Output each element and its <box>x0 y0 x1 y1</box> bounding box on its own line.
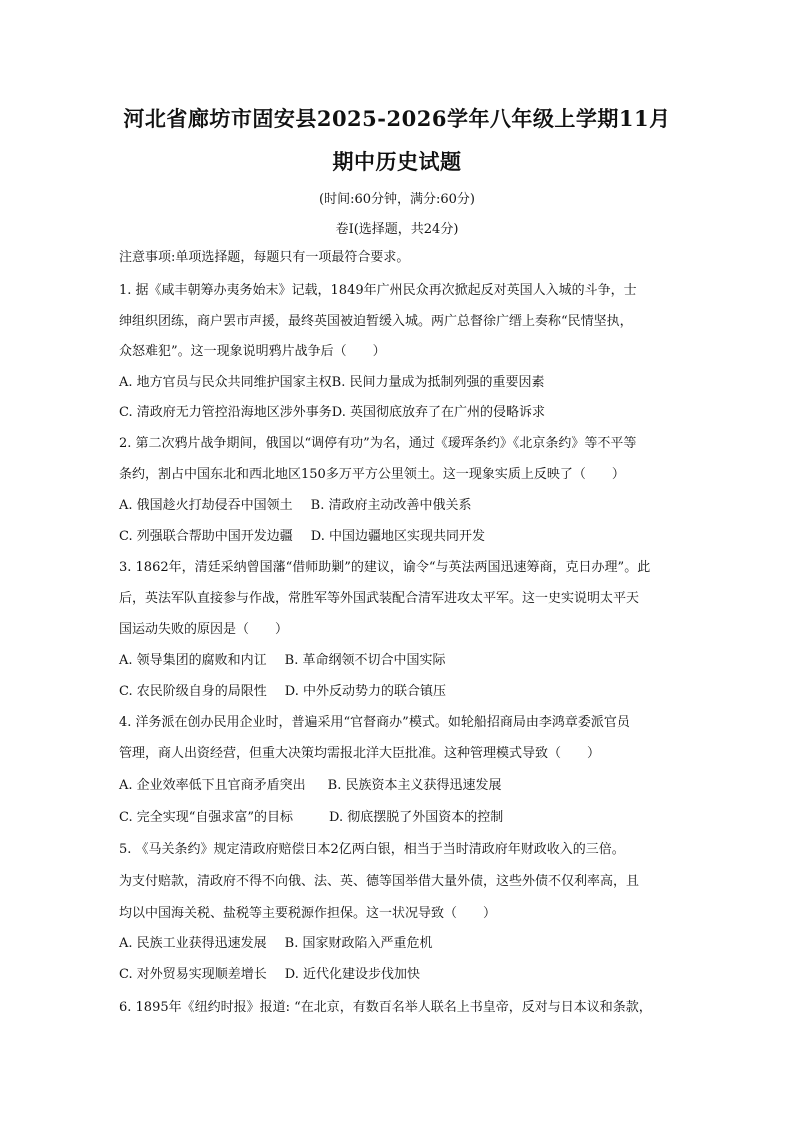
question-4-option-c: C. 完全实现“自强求富”的目标 <box>119 810 294 825</box>
exam-title-line-1: 河北省廊坊市固安县2025-2026学年八年级上学期11月 <box>123 106 671 131</box>
question-4-option-d: D. 彻底摆脱了外国资本的控制 <box>329 810 504 825</box>
question-1-option-b: B. 民间力量成为抵制列强的重要因素 <box>331 375 545 390</box>
question-1-options-row-1 <box>119 373 689 393</box>
question-1-line-2: 绅组织团练，商户罢市声援，最终英国被迫暂缓入城。两广总督徐广缙上奏称“民情坚执， <box>119 314 633 329</box>
question-4-option-a: A. 企业效率低下且官商矛盾突出 <box>119 778 306 793</box>
question-1-options-row-2 <box>119 403 689 423</box>
question-3-options-row-1 <box>119 651 689 671</box>
question-3-line-2: 后，英法军队直接参与作战，常胜军等外国武装配合清军进攻太平军。这一史实说明太平天 <box>119 591 640 606</box>
question-4-line-2: 管理，商人出资经营，但重大决策均需报北洋大臣批准。这种管理模式导致（ ） <box>119 746 601 761</box>
question-2-options-row-1 <box>119 496 689 516</box>
question-6-line-1: 6. 1895年《纽约时报》报道: “在北京，有数百名举人联名上书皇帝，反对与日本议和条款， <box>119 1000 652 1015</box>
volume-info: 卷Ⅰ(选择题，共24分) <box>335 222 459 237</box>
question-2-options-row-2 <box>119 527 689 547</box>
question-5-line-2: 为支付赔款，清政府不得不向俄、法、英、德等国举借大量外债，这些外债不仅利率高，且 <box>119 874 640 889</box>
question-5-option-c: C. 对外贸易实现顺差增长 <box>119 967 267 982</box>
exam-title-line-2: 期中历史试题 <box>332 149 462 174</box>
question-3-option-d: D. 中外反动势力的联合镇压 <box>284 684 446 699</box>
question-2-line-2: 条约，割占中国东北和西北地区150多万平方公里领土。这一现象实质上反映了（ ） <box>119 467 625 482</box>
question-5-option-d: D. 近代化建设步伐加快 <box>284 967 420 982</box>
question-1-line-3: 众怒难犯”。这一现象说明鸦片战争后（ ） <box>119 344 386 359</box>
question-3-option-c: C. 农民阶级自身的局限性 <box>119 684 267 699</box>
notice-text: 注意事项:单项选择题，每题只有一项最符合要求。 <box>119 250 410 265</box>
question-1-option-c: C. 清政府无力管控沿海地区涉外事务 <box>119 405 332 420</box>
question-5-line-3: 均以中国海关税、盐税等主要税源作担保。这一状况导致（ ） <box>119 906 497 921</box>
question-5-option-b: B. 国家财政陷入严重危机 <box>284 936 433 951</box>
question-2-option-c: C. 列强联合帮助中国开发边疆 <box>119 529 293 544</box>
question-3-line-3: 国运动失败的原因是（ ） <box>119 622 289 637</box>
question-1-option-d: D. 英国彻底放弃了在广州的侵略诉求 <box>331 405 545 420</box>
question-4-options-row-1 <box>119 776 689 796</box>
question-3-option-b: B. 革命纲领不切合中国实际 <box>284 653 446 668</box>
question-5-option-a: A. 民族工业获得迅速发展 <box>119 936 267 951</box>
question-2-option-d: D. 中国边疆地区实现共同开发 <box>310 529 485 544</box>
question-5-options-row-1 <box>119 934 689 954</box>
question-1-option-a: A. 地方官员与民众共同维护国家主权 <box>119 375 332 390</box>
time-info: (时间:60分钟，满分:60分) <box>319 192 475 207</box>
question-4-options-row-2 <box>119 808 689 828</box>
question-5-options-row-2 <box>119 965 689 985</box>
question-4-line-1: 4. 洋务派在创办民用企业时，普遍采用“官督商办”模式。如轮船招商局由李鸿章委派官员 <box>119 715 630 730</box>
question-1-line-1: 1. 据《咸丰朝筹办夷务始末》记载，1849年广州民众再次掀起反对英国人入城的斗争，士 <box>119 283 637 298</box>
question-5-line-1: 5. 《马关条约》规定清政府赔偿日本2亿两白银，相当于当时清政府年财政收入的三倍。 <box>119 842 625 857</box>
question-3-options-row-2 <box>119 682 689 702</box>
question-2-option-a: A. 俄国趁火打劫侵吞中国领土 <box>119 498 293 513</box>
question-3-line-1: 3. 1862年，清廷采纳曾国藩“借师助剿”的建议，谕令“与英法两国迅速筹商，克日办理”。此 <box>119 560 651 575</box>
question-3-option-a: A. 领导集团的腐败和内讧 <box>119 653 267 668</box>
question-2-option-b: B. 清政府主动改善中俄关系 <box>310 498 472 513</box>
question-4-option-b: B. 民族资本主义获得迅速发展 <box>327 778 502 793</box>
question-2-line-1: 2. 第二次鸦片战争期间，俄国以“调停有功”为名，通过《瑷珲条约》《北京条约》等不平等 <box>119 436 637 451</box>
